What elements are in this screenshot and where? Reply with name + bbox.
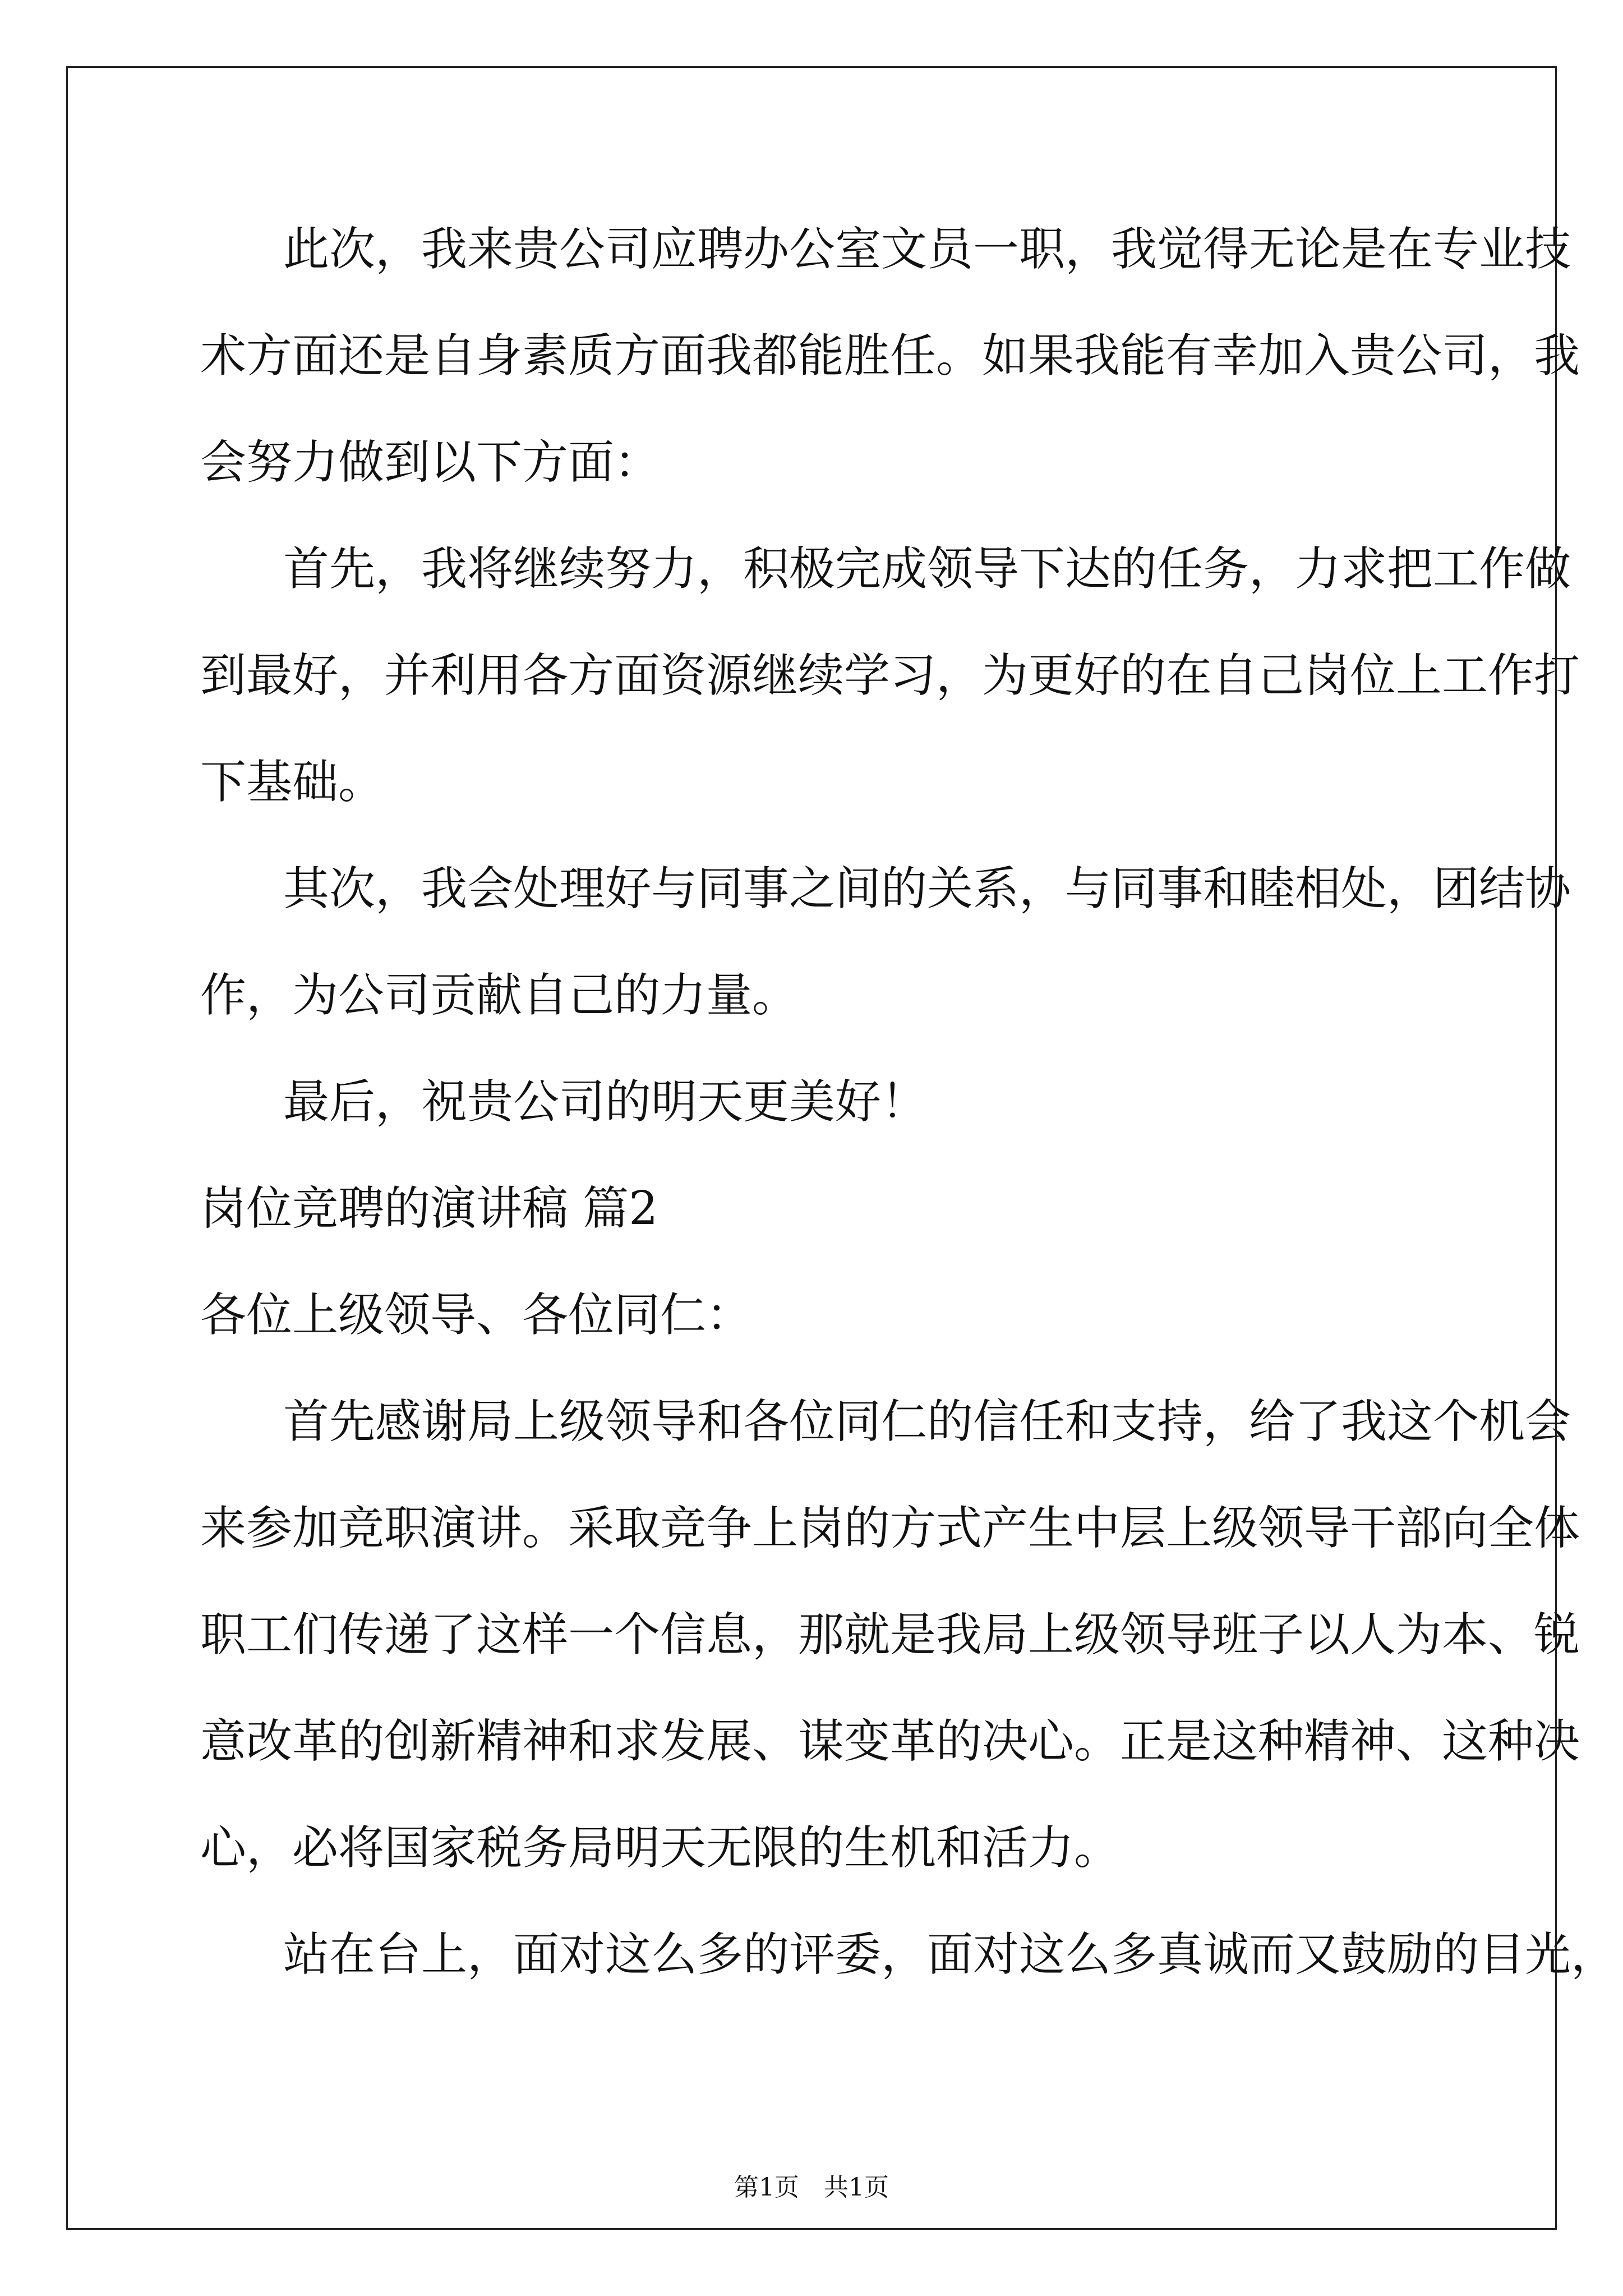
paragraph-line: 最后，祝贵公司的明天更美好！ [283, 1075, 928, 1129]
paragraph-line: 职工们传递了这样一个信息，那就是我局上级领导班子以人为本、锐 [200, 1608, 1580, 1662]
document-body [200, 216, 1617, 2028]
paragraph-line: 其次，我会处理好与同事之间的关系，与同事和睦相处，团结协 [283, 862, 1571, 915]
paragraph-line: 作，为公司贡献自己的力量。 [200, 969, 799, 1022]
paragraph-line: 会努力做到以下方面： [200, 436, 661, 489]
paragraph-line: 心，必将国家税务局明天无限的生机和活力。 [200, 1821, 1121, 1875]
paragraph-line: 站在台上，面对这么多的评委，面对这么多真诚而又鼓励的目光， [283, 1928, 1617, 1981]
section-heading: 岗位竞聘的演讲稿 篇2 [200, 1182, 658, 1235]
paragraph-line: 首先，我将继续努力，积极完成领导下达的任务，力求把工作做 [283, 542, 1571, 596]
paragraph-line: 首先感谢局上级领导和各位同仁的信任和支持，给了我这个机会 [283, 1395, 1571, 1448]
paragraph-line: 术方面还是自身素质方面我都能胜任。如果我能有幸加入贵公司，我 [200, 329, 1580, 383]
salutation: 各位上级领导、各位同仁： [200, 1289, 753, 1342]
page-footer: 第1页 共1页 [734, 2173, 889, 2202]
paragraph-line: 此次，我来贵公司应聘办公室文员一职，我觉得无论是在专业技 [283, 223, 1571, 276]
paragraph-line: 来参加竞职演讲。采取竞争上岗的方式产生中层上级领导干部向全体 [200, 1502, 1580, 1555]
paragraph-line: 下基础。 [200, 756, 385, 809]
paragraph-line: 到最好，并利用各方面资源继续学习，为更好的在自己岗位上工作打 [200, 649, 1580, 702]
paragraph-line: 意改革的创新精神和求发展、谋变革的决心。正是这种精神、这种决 [200, 1715, 1580, 1768]
